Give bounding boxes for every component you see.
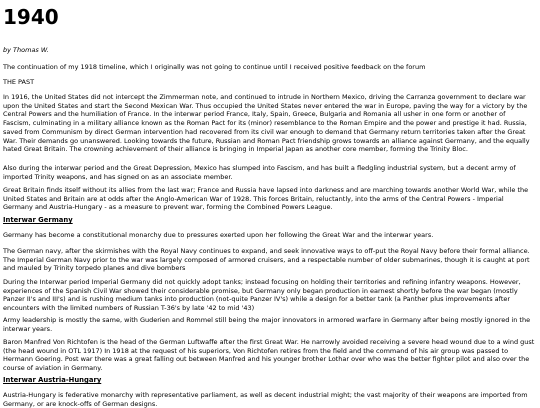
paragraph-austria-hungary-1: Austria-Hungary is federative monarchy with representative parliament, as well as decent industrial might; the vast majority of their weapons are imported from Germany, or are knock-offs of German designs. xyxy=(3,391,528,408)
section-heading-interwar-germany: Interwar Germany xyxy=(3,216,73,224)
section-heading-interwar-austria-hungary: Interwar Austria-Hungary xyxy=(3,376,102,384)
intro-paragraph: The continuation of my 1918 timeline, which I originally was not going to continue until I received positive feedback on the forum xyxy=(3,63,426,71)
the-past-heading: THE PAST xyxy=(3,78,35,86)
paragraph-germany-3: During the Interwar period Imperial Germany did not quickly adopt tanks; instead focusing on holding their territories and refining infantry weapons. However, experiences of the Spanish Civil War showed their considerable promise, but Germany only began production in earnest shortly before the war began (mostly Panzer II's and III's) and is rushing medium tanks into production (not-quite Panzer IV's) while a design for a better tank (a Panther plus improvements after encounters with the limited numbers of Russian T-36's by late '42 to mid '43) xyxy=(3,278,521,313)
paragraph-the-past-3: Great Britain finds itself without its allies from the last war; France and Russia have lapsed into darkness and are marching towards another World War, while the United States and Britain are at odds after the Anglo-American War of 1928. This forces Britain, reluctantly, into the arms of the Central Powers - Imperial Germany and Austria-Hungary - as a measure to prevent war, forming the Combined Powers League. xyxy=(3,186,529,212)
document-title: 1940 xyxy=(3,5,59,29)
paragraph-germany-1: Germany has become a constitutional monarchy due to pressures exerted upon her following the Great War and the interwar years. xyxy=(3,231,434,239)
paragraph-the-past-2: Also during the interwar period and the Great Depression, Mexico has slumped into Fascism, and has built a fledgling industrial system, but a decent army of imported Trinity weapons, and has signed on as an associate member. xyxy=(3,164,516,181)
paragraph-germany-2: The German navy, after the skirmishes with the Royal Navy continues to expand, and seek innovative ways to off-put the Royal Navy before their formal alliance. The Imperial German Navy prior to the war was largely composed of armored cruisers, and a respectable number of older submarines, though it is caught at port and mauled by Trinity torpedo planes and dive bombers xyxy=(3,247,530,273)
paragraph-the-past-1: In 1916, the United States did not intercept the Zimmerman note, and continued to intrude in Northern Mexico, driving the Carranza government to declare war upon the United States and start the Second Mexican War. Thus occupied the United States never entered the war in Europe, paving the way for a victory by the Central Powers and the humiliation of France. In the interwar period France, Italy, Spain, Greece, Bulgaria and Romania all usher in one form or another of Fascism, culminating in a military alliance known as the Roman Pact for its (minor) resemblance to the Roman Empire and the power and prestige it had. Russia, saved from Communism by direct German intervention had recovered from its civil war enough to demand that Germany return territories taken after the Great War. Their demands go unanswered. Looking towards the future, Russian and Roman Pact friendship grows towards an alliance against Germany, and the equally hated Great Britain. The crowning achievement of their alliance is bringing in Imperial Japan as another core member, forming the Trinity Bloc. xyxy=(3,93,530,154)
paragraph-germany-5: Baron Manfred Von Richtofen is the head of the German Luftwaffe after the first Great War. He narrowly avoided receiving a severe head wound due to a wind gust (the head wound in OTL 1917) In 1918 at the request of his superiors, Von Richtofen retires from the field and the command of his air group was passed to Hermann Goering. Post war there was a great falling out between Manfred and his younger brother Lothar over who was the better fighter pilot and also over the course of aviation in Germany. xyxy=(3,338,535,373)
paragraph-germany-4: Army leadership is mostly the same, with Guderien and Rommel still being the major innovators in armored warfare in Germany after being mostly ignored in the interwar years. xyxy=(3,316,531,333)
byline: by Thomas W. xyxy=(3,46,49,54)
